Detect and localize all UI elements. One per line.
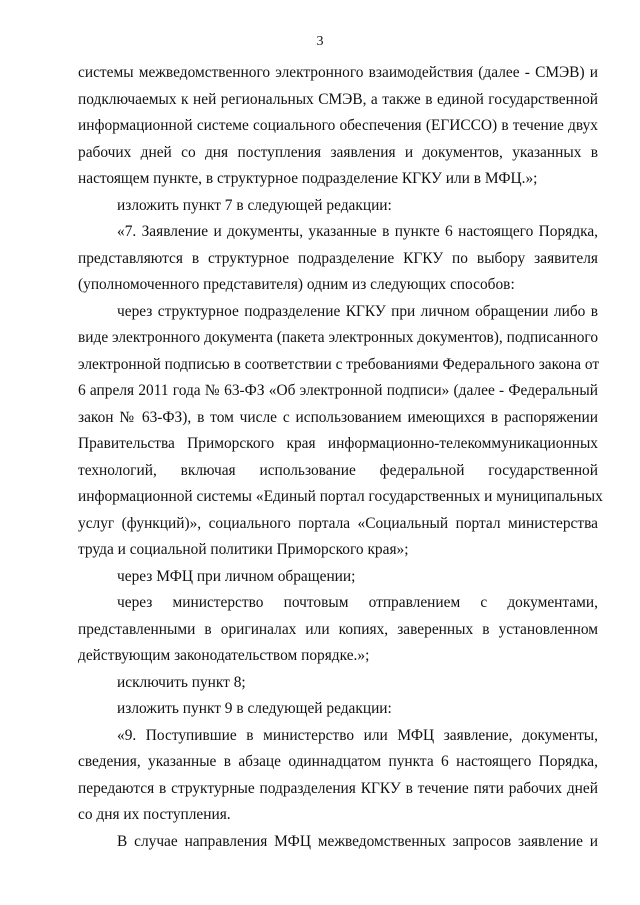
text-line: виде электронного документа (пакета электронных документов), подписанного xyxy=(78,329,599,346)
text-line: представленными в оригиналах или копиях, заверенных в установленном xyxy=(78,620,598,638)
text-line: изложить пункт 9 в следующей редакции: xyxy=(117,700,392,717)
text-line: технологий, включая использование федеральной государственной xyxy=(78,461,598,479)
text-line: системы межведомственного электронного взаимодействия (далее - СМЭВ) и xyxy=(78,64,598,81)
text-line: сведения, указанные в абзаце одиннадцатом пункта 6 настоящего Порядка, xyxy=(78,753,598,770)
text-line: информационной системе социального обеспечения (ЕГИССО) в течение двух xyxy=(78,117,598,134)
text-line: (уполномоченного представителя) одним из следующих способов: xyxy=(78,276,515,293)
text-line: закон № 63-ФЗ), в том числе с использованием имеющихся в распоряжении xyxy=(78,408,598,426)
text-line: настоящем пункте, в структурное подразделение КГКУ или в МФЦ.»; xyxy=(78,170,538,187)
text-line: «9. Поступившие в министерство или МФЦ заявление, документы, xyxy=(117,726,598,744)
text-line: В случае направления МФЦ межведомственных запросов заявление и xyxy=(117,832,598,850)
text-line: действующим законодательством порядке.»; xyxy=(78,647,370,664)
text-line: рабочих дней со дня поступления заявления и документов, указанных в xyxy=(78,143,598,161)
text-line: подключаемых к ней региональных СМЭВ, а также в единой государственной xyxy=(78,90,598,108)
text-line: «7. Заявление и документы, указанные в пункте 6 настоящего Порядка, xyxy=(117,223,598,240)
text-line: через структурное подразделение КГКУ при личном обращении либо в xyxy=(117,302,598,320)
text-line: со дня их поступления. xyxy=(78,806,231,823)
text-line: труда и социальной политики Приморского края»; xyxy=(78,541,409,558)
text-line: электронной подписью в соответствии с требованиями Федерального закона от xyxy=(78,355,600,373)
text-line: услуг (функций)», социального портала «Социальный портал министерства xyxy=(78,514,598,532)
text-line: через министерство почтовым отправлением с документами, xyxy=(117,594,598,611)
text-line: передаются в структурные подразделения КГКУ в течение пяти рабочих дней xyxy=(78,779,598,797)
text-line: 6 апреля 2011 года № 63-ФЗ «Об электронной подписи» (далее - Федеральный xyxy=(78,382,598,399)
text-line: изложить пункт 7 в следующей редакции: xyxy=(117,196,392,214)
text-line: исключить пункт 8; xyxy=(117,673,246,691)
text-line: информационной системы «Единый портал государственных и муниципальных xyxy=(78,488,603,505)
page-number: 3 xyxy=(316,34,324,49)
text-line: Правительства Приморского края информационно-телекоммуникационных xyxy=(78,435,598,452)
text-line: представляются в структурное подразделение КГКУ по выбору заявителя xyxy=(78,249,598,267)
text-line: через МФЦ при личном обращении; xyxy=(117,567,356,585)
